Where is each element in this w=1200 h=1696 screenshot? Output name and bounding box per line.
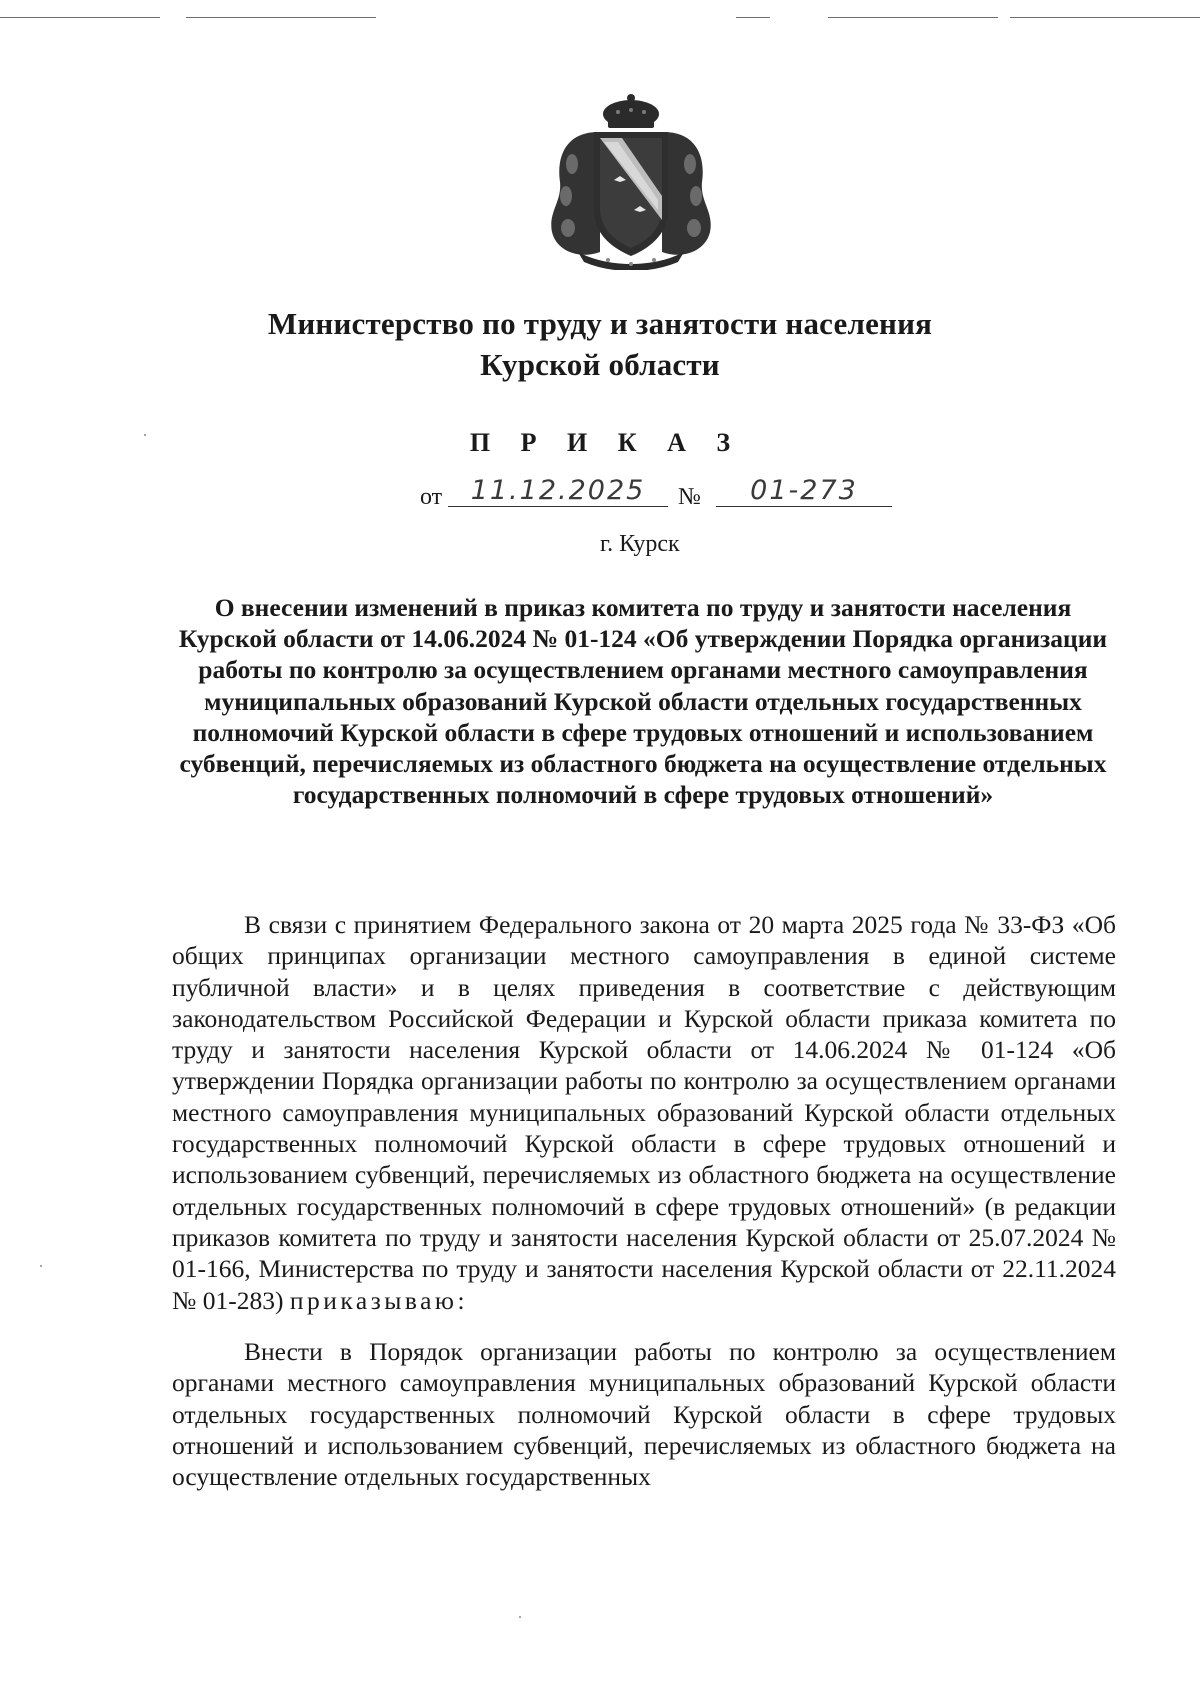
number-prefix: № [678, 484, 701, 510]
order-title: П Р И К А З [469, 428, 743, 457]
order-action-word: приказываю: [289, 1285, 469, 1315]
scan-artifact [1010, 17, 1200, 18]
scan-speck [144, 434, 146, 436]
kursk-coat-of-arms-icon [538, 92, 724, 270]
body-paragraph-2: Внести в Порядок организации работы по контролю за осуществлением органами местного самоуправления муниципальных образований Курской области отдельных государственных полномочий Курской области в сфере трудовых отношений и использованием субвенций, перечисляемых из областного бюджета на осуществление отдельных государственных [172, 1337, 1116, 1492]
scan-artifact [736, 17, 770, 18]
scan-artifact [828, 17, 998, 18]
ministry-name-line1: Министерство по труду и занятости населения [267, 306, 933, 341]
body-paragraph-1 [172, 909, 1116, 1316]
order-subject: О внесении изменений в приказ комитета по труду и занятости населения Курской области от 14.06.2024 № 01-124 «Об утверждении Порядка организации работы по контролю за осуществлением органами местного самоуправления муниципальных образований Курской области отдельных государственных полномочий Курской области в сфере трудовых отношений и использованием субвенций, перечисляемых из областного бюджета на осуществление отдельных государственных полномочий в сфере трудовых отношений» [178, 593, 1108, 810]
scan-artifact [186, 17, 376, 18]
order-city: г. Курск [600, 531, 680, 557]
ministry-name-line2: Курской области [480, 347, 720, 382]
scan-artifact [0, 17, 160, 18]
body-paragraph-1-text: В связи с принятием Федерального закона от 20 марта 2025 года № 33-ФЗ «Об общих принципах организации местного самоуправления в единой системе публичной власти» и в целях приведения в соответствие с действующим законодательством Российской Федерации и Курской области приказа комитета по труду и занятости населения Курской области от 14.06.2024 № 01-124 «Об утверждении Порядка организации работы по контролю за осуществлением органами местного самоуправления муниципальных образований Курской области отдельных государственных полномочий Курской области в сфере трудовых отношений и использованием субвенций, перечисляемых из областного бюджета на осуществление отдельных государственных полномочий в сфере трудовых отношений» (в редакции приказов комитета по труду и занятости населения Курской области от 25.07.2024 № 01-166, Министерства по труду и занятости населения Курской области от 22.11.2024 № 01-283) [172, 910, 1116, 1315]
order-number-handwritten: 01-273 [716, 476, 892, 507]
order-date-handwritten: 11.12.2025 [448, 476, 668, 507]
scan-speck [40, 1265, 42, 1267]
scan-speck [519, 1616, 521, 1618]
date-prefix: от [420, 484, 443, 510]
